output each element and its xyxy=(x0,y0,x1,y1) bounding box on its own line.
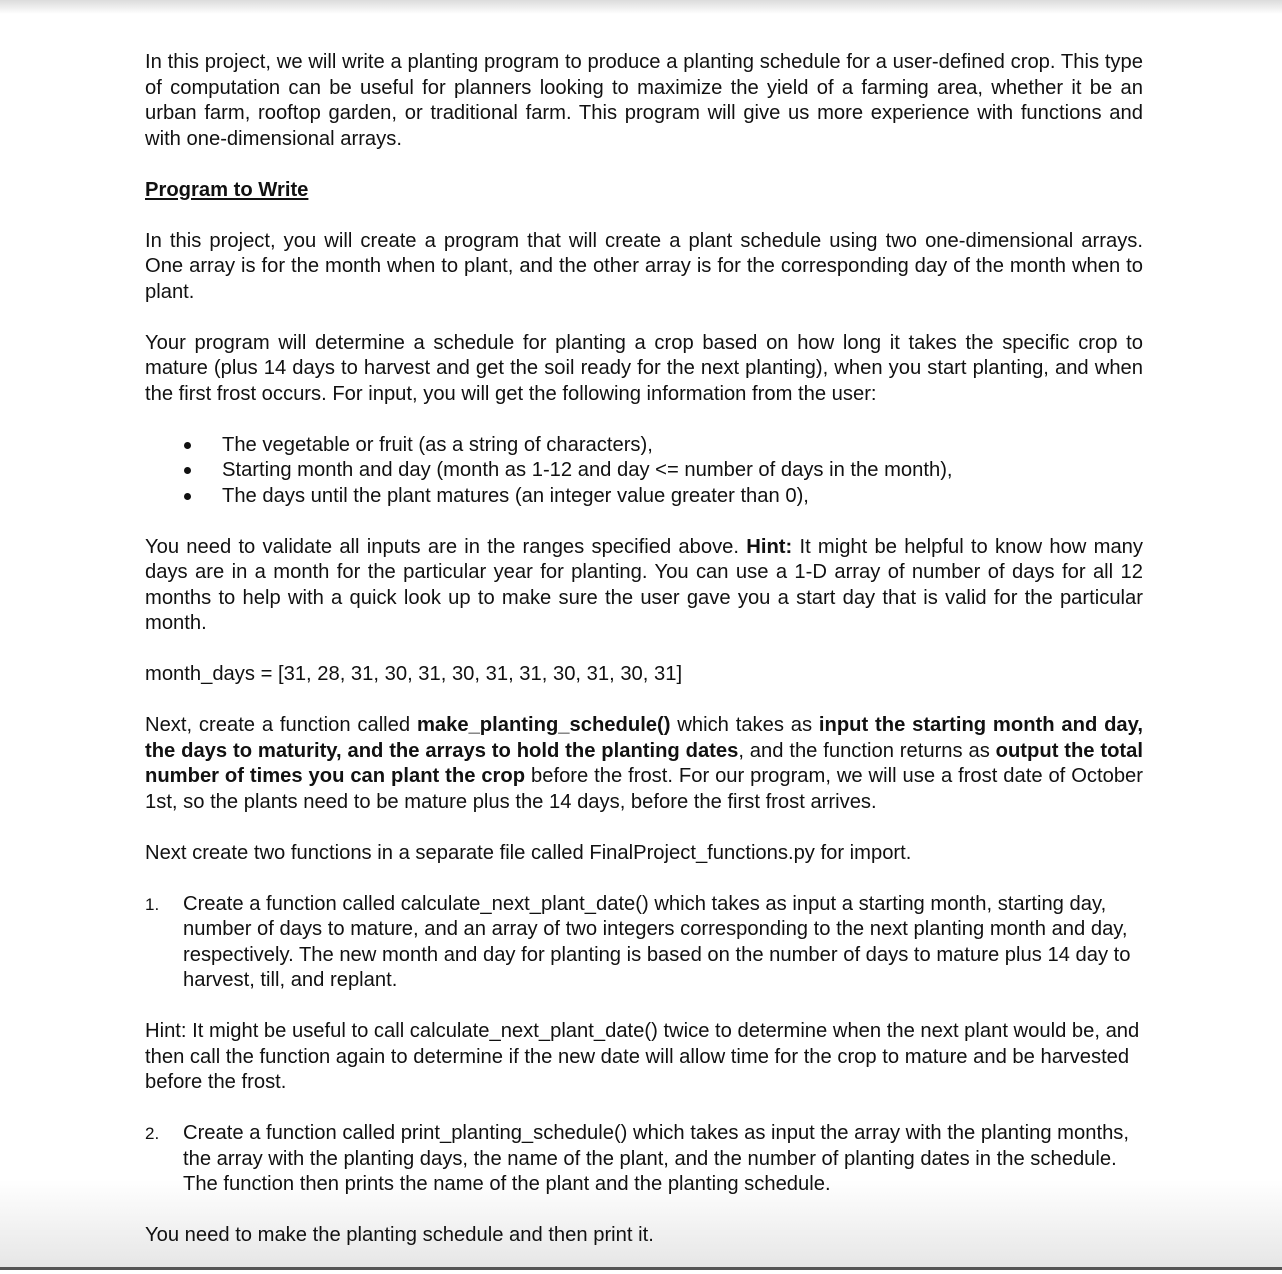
make-schedule-text-4: before the frost. For our program, we will use a frost date of October 1st, so the plants need to be mature plus the 14 days, before the first frost arrives. xyxy=(145,765,1143,813)
list-item-text: The days until the plant matures (an integer value greater than 0), xyxy=(222,484,809,507)
make-schedule-function-name: make_planting_schedule() xyxy=(416,714,671,736)
intro-paragraph: In this project, we will write a planting program to produce a planting schedule for a user-defined crop. This type of computation can be useful for planners looking to maximize the yield of a farming area, whether it be an urban farm, rooftop garden, or traditional farm. This program will give us more experience with functions and with one-dimensional arrays. xyxy=(145,51,1143,150)
make-schedule-output-emphasis: output the total number of times you can plant the crop xyxy=(145,739,1143,787)
page-top-shadow xyxy=(0,0,1282,14)
validation-text-start: You need to validate all inputs are in the ranges specified above. xyxy=(145,535,747,558)
functions-intro-paragraph: Next create two functions in a separate file called FinalProject_functions.py for import. xyxy=(145,841,912,864)
bullet-icon xyxy=(184,493,191,500)
closing-paragraph: You need to make the planting schedule and then print it. xyxy=(145,1224,654,1246)
bullet-icon xyxy=(184,467,191,474)
input-list xyxy=(145,433,1143,510)
validation-paragraph xyxy=(145,535,1143,637)
list-item-text: Starting month and day (month as 1-12 and day <= number of days in the month), xyxy=(222,459,953,481)
schedule-description-paragraph: Your program will determine a schedule for planting a crop based on how long it takes the specific crop to mature (plus 14 days to harvest and get the soil ready for the next planting), when you start planting, and when the first frost occurs. For input, you will get the following information from the user: xyxy=(145,331,1143,405)
month-days-line: month_days = [31, 28, 31, 30, 31, 30, 31, 31, 30, 31, 30, 31] xyxy=(145,663,683,685)
function-item-2 xyxy=(145,1121,1143,1198)
validation-text-end: It might be helpful to know how many days are in a month for the particular year for planting. You can use a 1-D array of number of days for all 12 months to help with a quick look up to make sure the user gave you a start day that is valid for the particular month. xyxy=(145,535,1143,634)
item-number: 1. xyxy=(145,894,160,914)
make-schedule-paragraph xyxy=(145,713,1143,815)
bullet-icon xyxy=(184,442,191,449)
document-body xyxy=(145,50,1143,1274)
item-text: Create a function called print_planting_schedule() which takes as input the array with the planting months, the array with the planting days, the name of the plant, and the number of planting dates in the schedule. The function then prints the name of the plant and the planting schedule. xyxy=(183,1122,1129,1195)
make-schedule-text-1: Next, create a function called xyxy=(145,714,417,736)
make-schedule-text-2: which takes as xyxy=(670,714,819,736)
make-schedule-text-3: , and the function returns as xyxy=(738,739,996,762)
overview-paragraph: In this project, you will create a program that will create a plant schedule using two one-dimensional arrays. One array is for the month when to plant, and the other array is for the corresponding day of the month when to plant. xyxy=(145,229,1143,303)
section-heading: Program to Write xyxy=(145,178,309,201)
item-text: Create a function called calculate_next_plant_date() which takes as input a starting month, starting day, number of days to mature, and an array of two integers corresponding to the next planting month and day, respectively. The new month and day for planting is based on the number of days to mature plus 14 day to harvest, till, and replant. xyxy=(183,892,1131,991)
make-schedule-input-emphasis: input the starting month and day, the days to maturity, and the arrays to hold the planting dates xyxy=(145,714,1143,762)
list-item xyxy=(145,484,1143,510)
list-item xyxy=(145,433,1143,459)
hint-label: Hint: xyxy=(746,535,793,558)
function-item-1 xyxy=(145,892,1143,994)
list-item-text: The vegetable or fruit (as a string of characters), xyxy=(222,433,653,456)
item-number: 2. xyxy=(145,1124,160,1143)
list-item xyxy=(145,458,1143,484)
hint-paragraph: Hint: It might be useful to call calculate_next_plant_date() twice to determine when the next plant would be, and then call the function again to determine if the new date will allow time for the crop to mature and be harvested before the frost. xyxy=(145,1020,1140,1093)
